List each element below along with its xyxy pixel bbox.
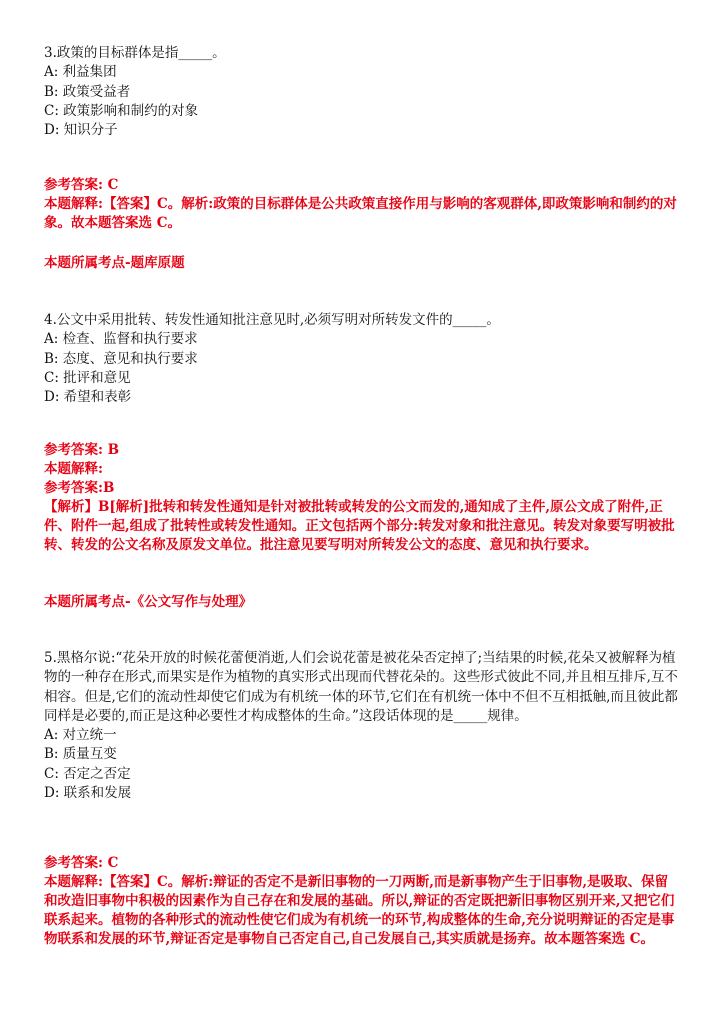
explanation: 本题解释:【答案】C。解析:辩证的否定不是新旧事物的一刀两断,而是新事物产生于旧事物,是吸取、保留和改造旧事物中积极的因素作为自己存在和发展的基础。所以,辩证的否定既把新旧事物区别开来,又把它们联系起来。植物的各种形式的流动性使它们成为有机统一的环节,构成整体的生命,充分说明辩证的否定是事物联系和发展的环节,辩证否定是事物自己否定自己,自己发展自己,其实质就是扬弃。故本题答案选 C。 [44, 874, 675, 947]
question-4 [44, 311, 680, 407]
option-d: D: 联系和发展 [44, 785, 132, 802]
option-b: B: 态度、意见和执行要求 [44, 350, 198, 367]
option-c: C: 政策影响和制约的对象 [44, 102, 199, 119]
option-a: A: 检查、监督和执行要求 [44, 331, 198, 348]
option-c: C: 否定之否定 [44, 765, 131, 782]
answer-block-5 [44, 854, 680, 949]
explanation-label: 本题解释: [44, 461, 103, 477]
knowledge-point: 本题所属考点-题库原题 [44, 255, 185, 271]
question-stem: 3.政策的目标群体是指_____。 [44, 45, 226, 61]
option-b: B: 质量互变 [44, 746, 117, 763]
reference-answer: 参考答案: C [44, 177, 119, 193]
question-stem: 4.公文中采用批转、转发性通知批注意见时,必须写明对所转发文件的_____。 [44, 312, 500, 328]
option-c: C: 批评和意见 [44, 369, 131, 386]
knowledge-point: 本题所属考点-《公文写作与处理》 [44, 594, 253, 610]
reference-answer: 参考答案: B [44, 442, 120, 458]
explanation: 【解析】B[解析]批转和转发性通知是针对被批转或转发的公文而发的,通知成了主件,原公文成了附件,正件、附件一起,组成了批转性或转发性通知。正文包括两个部分:转发对象和批注意见。转发对象要写明被批转、转发的公文名称及原发文单位。批注意见要写明对所转发公文的态度、意见和执行要求。 [44, 499, 675, 553]
knowledge-point-4 [44, 593, 680, 612]
question-3 [44, 44, 680, 140]
reference-answer-2: 参考答案:B [44, 480, 115, 496]
option-a: A: 对立统一 [44, 727, 117, 744]
knowledge-point-3 [44, 254, 680, 273]
question-5 [44, 649, 680, 803]
question-stem: 5.黑格尔说:“花朵开放的时候花蕾便消逝,人们会说花蕾是被花朵否定掉了;当结果的时候,花朵又被解释为植物的一种存在形式,而果实是作为植物的真实形式出现而代替花朵的。这些形式彼此不同,并且相互排斥,互不相容。但是,它们的流动性却使它们成为有机统一体的环节,它们在有机统一体中不但不互相抵触,而且彼此都同样是必要的,而正是这种必要性才构成整体的生命。”这段话体现的是_____规律。 [44, 650, 678, 724]
reference-answer: 参考答案: C [44, 855, 119, 871]
option-d: D: 希望和表彰 [44, 389, 132, 406]
answer-block-4 [44, 441, 680, 555]
option-d: D: 知识分子 [44, 122, 118, 139]
option-a: A: 利益集团 [44, 64, 117, 81]
answer-block-3 [44, 176, 680, 233]
option-b: B: 政策受益者 [44, 83, 131, 100]
explanation: 本题解释:【答案】C。解析:政策的目标群体是公共政策直接作用与影响的客观群体,即政策影响和制约的对象。故本题答案选 C。 [44, 196, 677, 231]
